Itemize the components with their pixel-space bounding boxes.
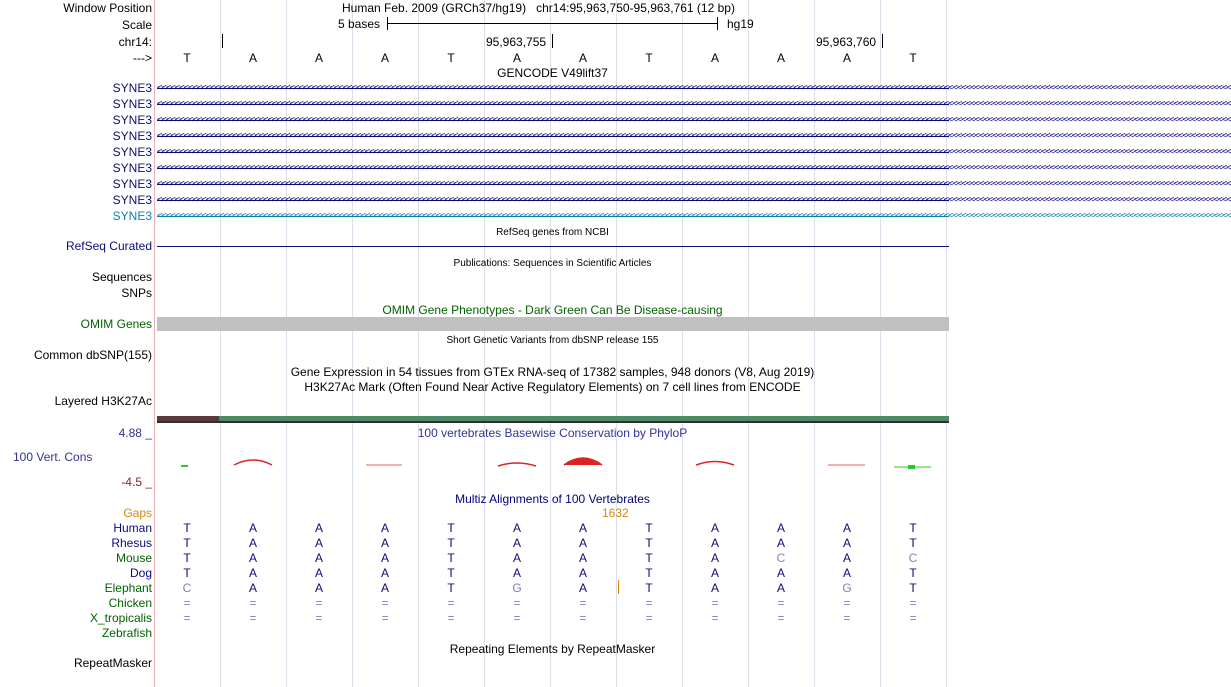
multiz-base: A <box>710 581 719 595</box>
multiz-base: A <box>842 566 851 580</box>
multiz-base: = <box>579 596 587 610</box>
multiz-base: = <box>579 611 587 625</box>
multiz-species-label[interactable]: Chicken <box>108 596 152 610</box>
multiz-base: = <box>777 611 785 625</box>
phylop-label[interactable]: 100 Vert. Cons <box>13 450 93 464</box>
refseq-label[interactable]: RefSeq Curated <box>65 239 152 253</box>
multiz-species-label[interactable]: Elephant <box>104 581 152 595</box>
multiz-base: A <box>248 566 257 580</box>
sequence-base: A <box>314 51 323 65</box>
phylop-peak-7 <box>564 458 602 465</box>
multiz-base: A <box>314 536 323 550</box>
multiz-base: C <box>776 551 786 565</box>
multiz-base: G <box>512 581 522 595</box>
phylop-max-label: 4.88 _ <box>118 426 152 440</box>
multiz-base: = <box>645 596 653 610</box>
multiz-base: T <box>645 581 653 595</box>
multiz-base: = <box>711 596 719 610</box>
multiz-base: = <box>645 611 653 625</box>
multiz-base: = <box>909 611 917 625</box>
multiz-base: A <box>578 551 587 565</box>
multiz-base: A <box>512 551 521 565</box>
sequence-base: A <box>776 51 785 65</box>
sequence-base: A <box>380 51 389 65</box>
gencode-title[interactable]: GENCODE V49lift37 <box>497 66 608 80</box>
publications-title[interactable]: Publications: Sequences in Scientific Articles <box>453 258 652 269</box>
gencode-strand-arrows: <<<<<<<<<<<<<<<<<<<<<<<<<<<<<<<<<<<<<<<<<<<<<<<<<<<<<<<<<<<<<<<<<<<<<<<<<<<<<<<<<<<<<<<<<<<<<<<<<<<<<<<<<<<<<<<<<<<<<<<<<<<<<<<<<<<<<<<<<<<<<<<<<<<<<<<<<<<<<<<<<<<<<<<<<<<<<<<<<<<<<<<<<<<<<<<<<<<<<<<<<<<<<<<<<<<<<<<<<<<<<<<<<<<<<<<<<<<<<<<<<<< <box>157 131 1231 141</box>
multiz-base: A <box>248 536 257 550</box>
multiz-base: A <box>248 581 257 595</box>
gencode-gene-label[interactable]: SYNE3 <box>112 97 152 111</box>
phylop-peak-9 <box>696 462 734 466</box>
gap-count[interactable]: 1632 <box>602 506 629 520</box>
sequence-base: T <box>447 51 455 65</box>
repeatmasker-label[interactable]: RepeatMasker <box>73 656 152 670</box>
gencode-gene-label[interactable]: SYNE3 <box>112 129 152 143</box>
multiz-base: T <box>909 566 917 580</box>
gencode-strand-arrows: <<<<<<<<<<<<<<<<<<<<<<<<<<<<<<<<<<<<<<<<<<<<<<<<<<<<<<<<<<<<<<<<<<<<<<<<<<<<<<<<<<<<<<<<<<<<<<<<<<<<<<<<<<<<<<<<<<<<<<<<<<<<<<<<<<<<<<<<<<<<<<<<<<<<<<<<<<<<<<<<<<<<<<<<<<<<<<<<<<<<<<<<<<<<<<<<<<<<<<<<<<<<<<<<<<<<<<<<<<<<<<<<<<<<<<<<<<<<<<<<<<< <box>157 179 1231 189</box>
omim-title[interactable]: OMIM Gene Phenotypes - Dark Green Can Be Disease-causing <box>382 303 723 317</box>
multiz-base: T <box>909 521 917 535</box>
multiz-base: C <box>908 551 918 565</box>
gencode-gene-label[interactable]: SYNE3 <box>112 161 152 175</box>
phylop-title[interactable]: 100 vertebrates Basewise Conservation by PhyloP <box>417 426 688 440</box>
coord-label-2: 95,963,760 <box>816 35 877 49</box>
multiz-base: A <box>776 521 785 535</box>
coord-label-1: 95,963,755 <box>486 35 547 49</box>
gencode-gene-label[interactable]: SYNE3 <box>112 177 152 191</box>
sequences-label[interactable]: Sequences <box>91 270 152 284</box>
multiz-base: T <box>909 536 917 550</box>
gencode-gene-label[interactable]: SYNE3 <box>112 113 152 127</box>
multiz-base: = <box>513 596 521 610</box>
multiz-base: A <box>842 521 851 535</box>
multiz-base: = <box>381 611 389 625</box>
dbsnp-label[interactable]: Common dbSNP(155) <box>33 348 152 362</box>
multiz-base: = <box>249 596 257 610</box>
multiz-base: T <box>909 581 917 595</box>
sequence-base: A <box>248 51 257 65</box>
multiz-base: A <box>314 566 323 580</box>
multiz-base: A <box>380 566 389 580</box>
multiz-base: A <box>710 566 719 580</box>
multiz-base: T <box>447 536 455 550</box>
multiz-base: A <box>314 521 323 535</box>
phylop-peak-6 <box>498 463 536 466</box>
multiz-base: T <box>447 581 455 595</box>
multiz-base: A <box>578 521 587 535</box>
multiz-species-label[interactable]: Mouse <box>115 551 152 565</box>
multiz-base: A <box>380 536 389 550</box>
gencode-gene-label[interactable]: SYNE3 <box>112 81 152 95</box>
multiz-base: A <box>248 521 257 535</box>
gencode-gene-label[interactable]: SYNE3 <box>112 209 152 223</box>
multiz-base: G <box>842 581 852 595</box>
multiz-title[interactable]: Multiz Alignments of 100 Vertebrates <box>455 492 650 506</box>
multiz-species-label[interactable]: Rhesus <box>111 536 152 550</box>
gencode-gene-label[interactable]: SYNE3 <box>112 145 152 159</box>
multiz-species-label[interactable]: Human <box>113 521 152 535</box>
multiz-species-label[interactable]: Zebrafish <box>101 626 152 640</box>
gencode-strand-arrows: <<<<<<<<<<<<<<<<<<<<<<<<<<<<<<<<<<<<<<<<<<<<<<<<<<<<<<<<<<<<<<<<<<<<<<<<<<<<<<<<<<<<<<<<<<<<<<<<<<<<<<<<<<<<<<<<<<<<<<<<<<<<<<<<<<<<<<<<<<<<<<<<<<<<<<<<<<<<<<<<<<<<<<<<<<<<<<<<<<<<<<<<<<<<<<<<<<<<<<<<<<<<<<<<<<<<<<<<<<<<<<<<<<<<<<<<<<<<<<<<<<< <box>157 195 1231 205</box>
multiz-base: A <box>512 521 521 535</box>
scale-bar-label: 5 bases <box>338 17 381 31</box>
gencode-strand-arrows: <<<<<<<<<<<<<<<<<<<<<<<<<<<<<<<<<<<<<<<<<<<<<<<<<<<<<<<<<<<<<<<<<<<<<<<<<<<<<<<<<<<<<<<<<<<<<<<<<<<<<<<<<<<<<<<<<<<<<<<<<<<<<<<<<<<<<<<<<<<<<<<<<<<<<<<<<<<<<<<<<<<<<<<<<<<<<<<<<<<<<<<<<<<<<<<<<<<<<<<<<<<<<<<<<<<<<<<<<<<<<<<<<<<<<<<<<<<<<<<<<<< <box>157 211 1231 221</box>
assembly-text: Human Feb. 2009 (GRCh37/hg19) <box>342 1 527 15</box>
gencode-strand-arrows: <<<<<<<<<<<<<<<<<<<<<<<<<<<<<<<<<<<<<<<<<<<<<<<<<<<<<<<<<<<<<<<<<<<<<<<<<<<<<<<<<<<<<<<<<<<<<<<<<<<<<<<<<<<<<<<<<<<<<<<<<<<<<<<<<<<<<<<<<<<<<<<<<<<<<<<<<<<<<<<<<<<<<<<<<<<<<<<<<<<<<<<<<<<<<<<<<<<<<<<<<<<<<<<<<<<<<<<<<<<<<<<<<<<<<<<<<<<<<<<<<<< <box>157 163 1231 173</box>
multiz-base: A <box>248 551 257 565</box>
sequence-base: T <box>645 51 653 65</box>
multiz-base: = <box>249 611 257 625</box>
snps-label[interactable]: SNPs <box>121 286 152 300</box>
sequence-base: A <box>710 51 719 65</box>
phylop-bar-1 <box>181 465 188 467</box>
phylop-bar-12 <box>908 465 915 469</box>
multiz-base: = <box>447 611 455 625</box>
multiz-base: A <box>512 536 521 550</box>
multiz-base: T <box>447 551 455 565</box>
chrom-label: chr14: <box>118 35 152 49</box>
scale-db-label: hg19 <box>727 17 754 31</box>
multiz-base: = <box>777 596 785 610</box>
refseq-title[interactable]: RefSeq genes from NCBI <box>496 227 609 238</box>
multiz-base: A <box>380 521 389 535</box>
sequence-base: A <box>578 51 587 65</box>
multiz-base: A <box>842 536 851 550</box>
multiz-base: T <box>183 551 191 565</box>
strand-label: ---> <box>133 51 152 65</box>
omim-label[interactable]: OMIM Genes <box>80 317 152 331</box>
sequence-base: A <box>842 51 851 65</box>
multiz-base: T <box>183 566 191 580</box>
multiz-base: = <box>381 596 389 610</box>
multiz-base: A <box>776 536 785 550</box>
multiz-base: A <box>512 566 521 580</box>
scale-label: Scale <box>121 18 152 32</box>
multiz-base: = <box>315 596 323 610</box>
multiz-base: = <box>711 611 719 625</box>
multiz-base: T <box>183 521 191 535</box>
multiz-base: A <box>578 536 587 550</box>
multiz-base: A <box>314 551 323 565</box>
multiz-base: = <box>513 611 521 625</box>
gencode-gene-label[interactable]: SYNE3 <box>112 193 152 207</box>
phylop-peak-2 <box>234 460 272 465</box>
multiz-base: T <box>447 521 455 535</box>
gencode-strand-arrows: <<<<<<<<<<<<<<<<<<<<<<<<<<<<<<<<<<<<<<<<<<<<<<<<<<<<<<<<<<<<<<<<<<<<<<<<<<<<<<<<<<<<<<<<<<<<<<<<<<<<<<<<<<<<<<<<<<<<<<<<<<<<<<<<<<<<<<<<<<<<<<<<<<<<<<<<<<<<<<<<<<<<<<<<<<<<<<<<<<<<<<<<<<<<<<<<<<<<<<<<<<<<<<<<<<<<<<<<<<<<<<<<<<<<<<<<<<<<<<<<<<< <box>157 83 1231 93</box>
gaps-label[interactable]: Gaps <box>123 506 152 520</box>
h3k27ac-label[interactable]: Layered H3K27Ac <box>54 394 152 408</box>
multiz-base: A <box>776 581 785 595</box>
multiz-species-label[interactable]: Dog <box>129 566 152 580</box>
multiz-base: A <box>578 566 587 580</box>
sequence-base: A <box>512 51 521 65</box>
gencode-strand-arrows: <<<<<<<<<<<<<<<<<<<<<<<<<<<<<<<<<<<<<<<<<<<<<<<<<<<<<<<<<<<<<<<<<<<<<<<<<<<<<<<<<<<<<<<<<<<<<<<<<<<<<<<<<<<<<<<<<<<<<<<<<<<<<<<<<<<<<<<<<<<<<<<<<<<<<<<<<<<<<<<<<<<<<<<<<<<<<<<<<<<<<<<<<<<<<<<<<<<<<<<<<<<<<<<<<<<<<<<<<<<<<<<<<<<<<<<<<<<<<<<<<<< <box>157 99 1231 109</box>
position-text: chr14:95,963,750-95,963,761 (12 bp) <box>536 1 735 15</box>
multiz-base: A <box>710 551 719 565</box>
sequence-base: T <box>909 51 917 65</box>
multiz-base: A <box>314 581 323 595</box>
phylop-min-label: -4.5 _ <box>121 475 152 489</box>
repeatmasker-title[interactable]: Repeating Elements by RepeatMasker <box>449 642 656 656</box>
multiz-base: T <box>645 566 653 580</box>
multiz-base: A <box>380 581 389 595</box>
dbsnp-title[interactable]: Short Genetic Variants from dbSNP release 155 <box>446 335 659 346</box>
multiz-base: = <box>183 596 191 610</box>
gencode-strand-arrows: <<<<<<<<<<<<<<<<<<<<<<<<<<<<<<<<<<<<<<<<<<<<<<<<<<<<<<<<<<<<<<<<<<<<<<<<<<<<<<<<<<<<<<<<<<<<<<<<<<<<<<<<<<<<<<<<<<<<<<<<<<<<<<<<<<<<<<<<<<<<<<<<<<<<<<<<<<<<<<<<<<<<<<<<<<<<<<<<<<<<<<<<<<<<<<<<<<<<<<<<<<<<<<<<<<<<<<<<<<<<<<<<<<<<<<<<<<<<<<<<<<< <box>157 115 1231 125</box>
sequence-base: T <box>183 51 191 65</box>
multiz-base: T <box>645 551 653 565</box>
multiz-base: T <box>645 536 653 550</box>
multiz-base: A <box>776 566 785 580</box>
multiz-species-label[interactable]: X_tropicalis <box>89 611 152 625</box>
multiz-base: = <box>447 596 455 610</box>
multiz-base: A <box>578 581 587 595</box>
multiz-base: = <box>909 596 917 610</box>
multiz-base: T <box>447 566 455 580</box>
elephant-insertion-mark <box>618 580 619 594</box>
multiz-base: = <box>843 611 851 625</box>
multiz-base: A <box>842 551 851 565</box>
window-position-label: Window Position <box>63 1 152 15</box>
multiz-base: = <box>843 596 851 610</box>
multiz-base: A <box>380 551 389 565</box>
multiz-base: T <box>183 536 191 550</box>
gtex-title[interactable]: Gene Expression in 54 tissues from GTEx RNA-seq of 17382 samples, 948 donors (V8, Aug 2019) <box>290 365 815 379</box>
multiz-base: = <box>183 611 191 625</box>
gencode-strand-arrows: <<<<<<<<<<<<<<<<<<<<<<<<<<<<<<<<<<<<<<<<<<<<<<<<<<<<<<<<<<<<<<<<<<<<<<<<<<<<<<<<<<<<<<<<<<<<<<<<<<<<<<<<<<<<<<<<<<<<<<<<<<<<<<<<<<<<<<<<<<<<<<<<<<<<<<<<<<<<<<<<<<<<<<<<<<<<<<<<<<<<<<<<<<<<<<<<<<<<<<<<<<<<<<<<<<<<<<<<<<<<<<<<<<<<<<<<<<<<<<<<<<< <box>157 147 1231 157</box>
multiz-base: C <box>182 581 192 595</box>
multiz-base: T <box>645 521 653 535</box>
multiz-base: = <box>315 611 323 625</box>
multiz-base: A <box>710 521 719 535</box>
multiz-base: A <box>710 536 719 550</box>
h3k27ac-title[interactable]: H3K27Ac Mark (Often Found Near Active Regulatory Elements) on 7 cell lines from ENCODE <box>304 380 801 394</box>
